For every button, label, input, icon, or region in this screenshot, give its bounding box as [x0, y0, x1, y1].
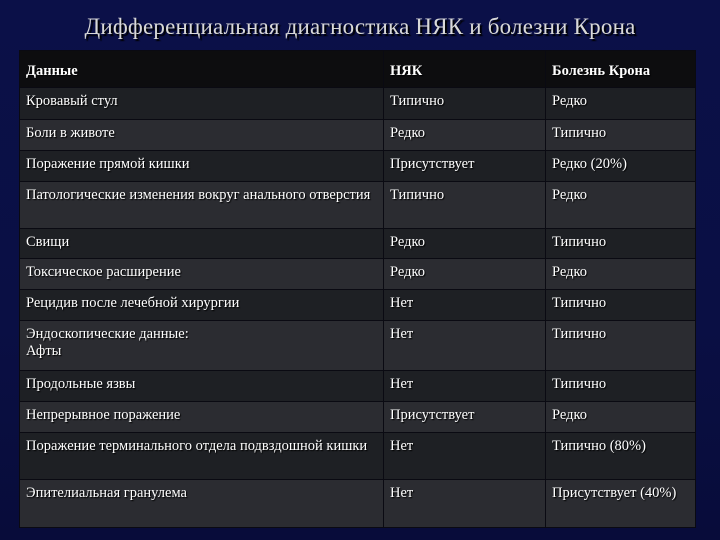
crohn-cell: Редко	[546, 402, 696, 433]
table-row	[20, 120, 696, 151]
nyak-cell: Типично	[384, 88, 546, 120]
crohn-cell: Типично	[546, 371, 696, 402]
comparison-table	[19, 50, 696, 528]
table-header-row	[20, 51, 696, 88]
crohn-cell: Редко	[546, 182, 696, 229]
row-label-cell: Поражение терминального отдела подвздошной кишки	[20, 433, 384, 480]
nyak-cell: Редко	[384, 229, 546, 259]
crohn-cell: Редко	[546, 259, 696, 290]
row-label-cell: Эпителиальная гранулема	[20, 480, 384, 528]
row-label-cell: Боли в животе	[20, 120, 384, 151]
table-row	[20, 290, 696, 321]
crohn-cell: Типично	[546, 229, 696, 259]
nyak-cell: Типично	[384, 182, 546, 229]
row-label-cell: Кровавый стул	[20, 88, 384, 120]
row-label-cell: Токсическое расширение	[20, 259, 384, 290]
nyak-cell: Нет	[384, 433, 546, 480]
crohn-cell: Типично	[546, 290, 696, 321]
table-row	[20, 88, 696, 120]
nyak-cell: Нет	[384, 371, 546, 402]
nyak-cell: Редко	[384, 259, 546, 290]
nyak-cell: Присутствует	[384, 402, 546, 433]
table-row	[20, 402, 696, 433]
crohn-cell: Типично (80%)	[546, 433, 696, 480]
crohn-cell: Типично	[546, 321, 696, 371]
table-row	[20, 229, 696, 259]
table-row	[20, 259, 696, 290]
nyak-cell: Редко	[384, 120, 546, 151]
header-cell-data: Данные	[20, 51, 384, 88]
row-label-cell: Непрерывное поражение	[20, 402, 384, 433]
crohn-cell: Редко (20%)	[546, 151, 696, 182]
row-label-cell: Свищи	[20, 229, 384, 259]
header-cell-nyak: НЯК	[384, 51, 546, 88]
header-cell-crohn: Болезнь Крона	[546, 51, 696, 88]
nyak-cell: Присутствует	[384, 151, 546, 182]
table-row	[20, 480, 696, 528]
table-row	[20, 433, 696, 480]
row-label-cell: Продольные язвы	[20, 371, 384, 402]
crohn-cell: Типично	[546, 120, 696, 151]
row-label-cell: Поражение прямой кишки	[20, 151, 384, 182]
slide-title: Дифференциальная диагностика НЯК и болезни Крона	[84, 14, 636, 39]
table-row	[20, 371, 696, 402]
table-row	[20, 151, 696, 182]
crohn-cell: Присутствует (40%)	[546, 480, 696, 528]
row-label-cell: Патологические изменения вокруг анального отверстия	[20, 182, 384, 229]
crohn-cell: Редко	[546, 88, 696, 120]
table-row	[20, 182, 696, 229]
row-label-cell: Рецидив после лечебной хирургии	[20, 290, 384, 321]
nyak-cell: Нет	[384, 480, 546, 528]
nyak-cell: Нет	[384, 290, 546, 321]
row-label-cell: Эндоскопические данные: Афты	[20, 321, 384, 371]
nyak-cell: Нет	[384, 321, 546, 371]
table-row	[20, 321, 696, 371]
